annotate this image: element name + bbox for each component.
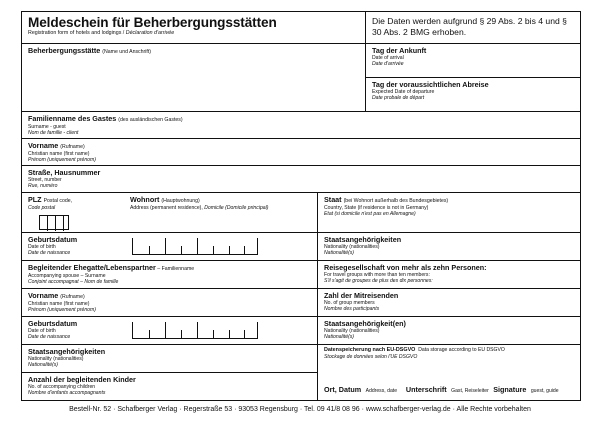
street-label: Straße, Hausnummer [28,168,101,177]
street-field[interactable]: Straße, Hausnummer Street, number Rue, numéro [22,166,580,193]
spouse-firstname-label: Vorname [28,291,59,300]
plz-field[interactable]: PLZ Postal code, Code postal [28,195,73,211]
guest-birthdate-label: Geburtsdatum [28,235,78,244]
guest-nationality-field[interactable]: Staatsangehörigkeiten Nationality (nationalities) Nationalité(s) [318,233,580,261]
spouse-birthdate-boxes[interactable] [132,322,258,339]
spouse-nationality-field[interactable]: Staatsangehörigkeiten Nationality (nationalities) Nationalité(s) [22,345,318,373]
travel-group-label: Reisegesellschaft von mehr als zehn Personen: [324,263,487,272]
state-field[interactable]: Staat (bei Wohnort außerhalb des Bundesgebietes) Country, State (if residence is not in Germany) Etat (si domicile n'est pas en Allemagne) [318,193,580,233]
guest-nationality-label: Staatsangehörigkeiten [324,235,402,244]
group-nationality-label: Staatsangehörigkeit(en) [324,319,406,328]
guest-birthdate-boxes[interactable] [132,238,258,255]
signature-labels: Ort, Datum Address, date Unterschrift Gast, Reiseleiter Signature guest, guide [324,385,559,394]
place-date-label: Ort, Datum [324,385,362,394]
form-title-block [22,12,366,44]
legal-notice: Die Daten werden aufgrund § 29 Abs. 2 bis 4 und § 30 Abs. 2 BMG erhoben. [366,12,580,44]
departure-date-field[interactable]: Tag der voraussichtlichen Abreise Expected Date of departure Date probale de départ [366,78,580,112]
establishment-label: Beherbergungsstätte [28,46,101,55]
spouse-surname-field[interactable]: Begleitender Ehegatte/Lebenspartner – Familienname Accompanying spouse – Surname Conjoint accompagnat – Nom de famille [22,261,318,289]
registration-form [21,11,581,401]
guest-surname-label: Familienname des Gastes [28,114,117,123]
children-count-label: Anzahl der begleitenden Kinder [28,375,136,384]
publisher-footer: Bestell-Nr. 52 · Schafberger Verlag · Regerstraße 53 · 93053 Regensburg · Tel. 09 41/8 08 96 · www.schafberger-verlag.de · Alle Rechte vorbehalten [69,406,531,413]
children-count-field[interactable]: Anzahl der begleitenden Kinder No. of accompanying children Nombre d'enfants accompagnants [22,373,318,400]
spouse-label: Begleitender Ehegatte/Lebenspartner [28,263,156,272]
gdpr-label: Datenspeicherung nach EU-DSGVO [324,347,416,353]
plz-digit-boxes[interactable] [39,215,69,230]
plz-label: PLZ [28,195,42,204]
guest-firstname-label: Vorname [28,141,59,150]
residence-label: Wohnort [130,195,160,204]
arrival-date-field[interactable]: Tag der Ankunft Date of arrival Date d'arrivée [366,44,580,78]
spouse-birthdate-label: Geburtsdatum [28,319,78,328]
travel-group-section: Reisegesellschaft von mehr als zehn Personen: For travel groups with more than ten members: S'il s'agit de groupes de plus des dix personnes: [318,261,580,289]
spouse-firstname-field[interactable]: Vorname (Rufname) Christian name (first name) Prénom (uniquement prénom) [22,289,318,317]
signature-label: Unterschrift [405,385,447,394]
travellers-count-field[interactable]: Zahl der Mitreisenden No. of group members Nombre des participants [318,289,580,317]
establishment-field[interactable]: Beherbergungsstätte (Name und Anschrift) [22,44,366,112]
form-title: Meldeschein für Beherbergungsstätten [28,15,277,30]
guest-firstname-field[interactable]: Vorname (Rufname) Christian name (first name) Prénom (uniquement prénom) [22,139,580,166]
spouse-nationality-label: Staatsangehörigkeiten [28,347,106,356]
postal-residence-row [22,193,318,233]
arrival-label: Tag der Ankunft [372,46,427,55]
gdpr-notice: Datenspeicherung nach EU-DSGVO Data storage according to EU DSGVO Stockage de données selon l'UE DSGVO [324,347,505,360]
signature-label-en: Signature [493,385,527,394]
residence-field[interactable]: Wohnort (Hauptwohnung) Address (permanent residence), Domicile (Domicile principal) [130,195,269,211]
group-nationality-field[interactable]: Staatsangehörigkeit(en) Nationality (nationalities) Nationalité(s) [318,317,580,345]
spouse-birthdate-field[interactable]: Geburtsdatum Date of birth Date de naissance [22,317,318,345]
guest-birthdate-field[interactable]: Geburtsdatum Date of birth Date de naissance [22,233,318,261]
state-label: Staat [324,195,342,204]
form-subtitle: Registration form of hotels and lodgings / Déclaration d'arrivée [28,30,175,37]
travellers-count-label: Zahl der Mitreisenden [324,291,399,300]
guest-surname-field[interactable]: Familienname des Gastes (des ausländischen Gastes) Surname - guest Nom de famille - client [22,112,580,139]
signature-field[interactable] [318,373,580,400]
departure-label: Tag der voraussichtlichen Abreise [372,80,489,89]
